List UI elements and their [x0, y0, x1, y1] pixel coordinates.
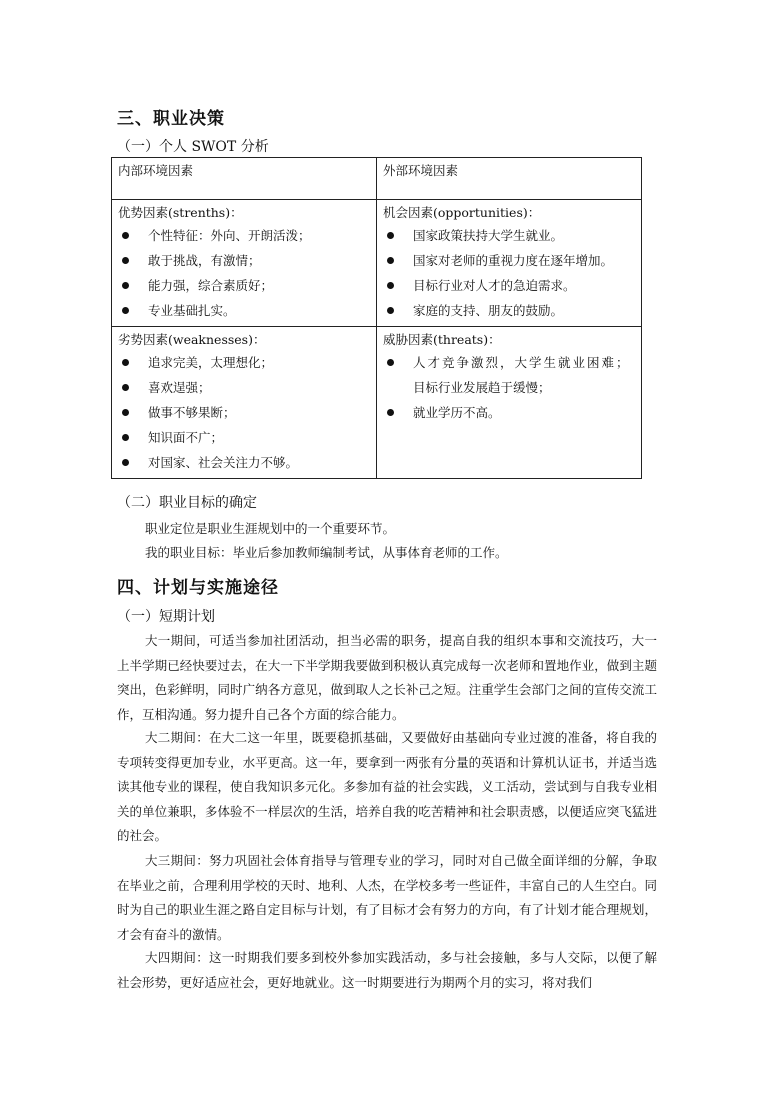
swot-table — [111, 157, 642, 479]
list-item: 目标行业对人才的急迫需求。 — [383, 273, 637, 298]
weaknesses-title: 劣势因素(weaknesses)： — [118, 332, 266, 347]
list-item: 追求完美，太理想化； — [118, 350, 372, 375]
weaknesses-cell — [112, 327, 377, 479]
weaknesses-list — [118, 350, 372, 475]
list-item: 家庭的支持、朋友的鼓励。 — [383, 298, 637, 323]
opportunities-title: 机会因素(opportunities)： — [383, 205, 541, 220]
threats-title: 威胁因素(threats)： — [383, 332, 501, 347]
paragraph-year1: 大一期间，可适当参加社团活动，担当必需的职务，提高自我的组织本事和交流技巧，大一上半学期已经快要过去，在大一下半学期我要做到积极认真完成每一次老师和置地作业，做到主题突出，色彩鲜明，同时广纳各方意见，做到取人之长补己之短。注重学生会部门之间的宣传交流工作，互相沟通。努力提升自己各个方面的综合能力。 — [117, 633, 657, 722]
section-3-title: 三、职业决策 — [117, 109, 225, 129]
goal-line-1: 职业定位是职业生涯规划中的一个重要环节。 — [145, 521, 396, 536]
list-item: 就业学历不高。 — [383, 400, 637, 425]
short-term-plan-subtitle: （一）短期计划 — [117, 609, 215, 625]
external-header-cell — [377, 158, 642, 200]
threats-cell — [377, 327, 642, 479]
list-item: 国家政策扶持大学生就业。 — [383, 223, 637, 248]
opportunities-cell — [377, 200, 642, 327]
list-item: 能力强，综合素质好； — [118, 273, 372, 298]
list-item: 对国家、社会关注力不够。 — [118, 450, 372, 475]
swot-subtitle: （一）个人 SWOT 分析 — [117, 139, 269, 155]
strengths-cell — [112, 200, 377, 327]
goal-line-2: 我的职业目标：毕业后参加教师编制考试，从事体育老师的工作。 — [145, 545, 508, 560]
list-item: 个性特征：外向、开朗活泼； — [118, 223, 372, 248]
list-item: 专业基础扎实。 — [118, 298, 372, 323]
strengths-title: 优势因素(strenths)： — [118, 205, 243, 220]
list-item: 做事不够果断； — [118, 400, 372, 425]
list-item: 人才竞争激烈，大学生就业困难； — [383, 350, 637, 375]
internal-header: 内部环境因素 — [118, 163, 194, 178]
list-item-continuation: 目标行业发展趋于缓慢； — [413, 380, 551, 395]
list-item: 国家对老师的重视力度在逐年增加。 — [383, 248, 637, 273]
external-header: 外部环境因素 — [383, 163, 459, 178]
strengths-list — [118, 223, 372, 323]
section-4-title: 四、计划与实施途径 — [117, 578, 279, 598]
list-item: 喜欢逞强； — [118, 375, 372, 400]
list-item: 敢于挑战，有激情； — [118, 248, 372, 273]
paragraph-year3: 大三期间：努力巩固社会体育指导与管理专业的学习，同时对自己做全面详细的分解，争取在毕业之前，合理利用学校的天时、地利、人杰，在学校多考一些证件，丰富自己的人生空白。同时为自己的职业生涯之路自定目标与计划，有了目标才会有努力的方向，有了计划才能合理规划，才会有奋斗的激情。 — [117, 853, 657, 942]
career-goal-subtitle: （二）职业目标的确定 — [117, 495, 257, 511]
opportunities-list — [383, 223, 637, 323]
threats-list — [383, 350, 637, 425]
paragraph-year2: 大二期间：在大二这一年里，既要稳抓基础，又要做好由基础向专业过渡的准备，将自我的专项转变得更加专业，水平更高。这一年，要拿到一两张有分量的英语和计算机认证书，并适当选读其他专业的课程，使自我知识多元化。多参加有益的社会实践，义工活动，尝试到与自我专业相关的单位兼职，多体验不一样层次的生活，培养自我的吃苦精神和社会职责感，以便适应突飞猛进的社会。 — [117, 730, 657, 844]
paragraph-year4: 大四期间：这一时期我们要多到校外参加实践活动，多与社会接触，多与人交际，以便了解社会形势，更好适应社会，更好地就业。这一时期要进行为期两个月的实习，将对我们 — [117, 950, 657, 990]
internal-header-cell — [112, 158, 377, 200]
list-item: 知识面不广； — [118, 425, 372, 450]
